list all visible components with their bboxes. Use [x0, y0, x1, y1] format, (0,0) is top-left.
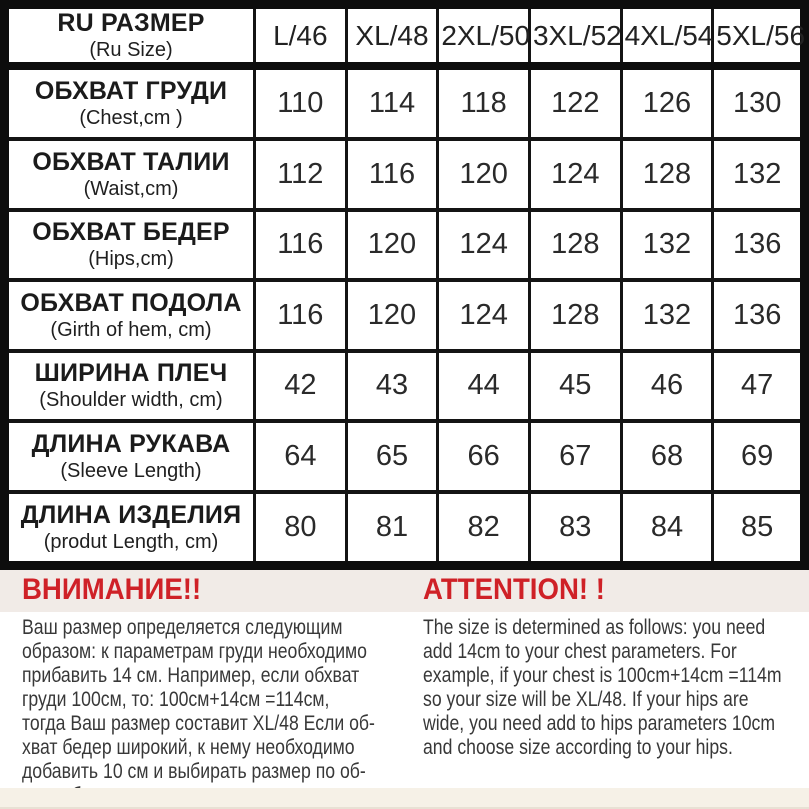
size-column-header: 2XL/50 [438, 5, 530, 67]
size-value: 136 [713, 280, 805, 351]
size-value: 116 [255, 210, 347, 281]
size-value: 46 [621, 351, 713, 422]
size-value: 67 [529, 421, 621, 492]
measure-label-ru: ОБХВАТ БЕДЕР [32, 218, 230, 247]
measure-label-en: (Girth of hem, cm) [50, 318, 212, 341]
table-row-hips [5, 210, 805, 281]
notes-section [0, 570, 809, 809]
size-value: 65 [346, 421, 438, 492]
measure-label-cell [5, 66, 255, 139]
table-row-hem [5, 280, 805, 351]
measure-label-ru: ДЛИНА РУКАВА [31, 429, 231, 458]
header-label-en: (Ru Size) [89, 39, 173, 61]
header-label-cell [5, 5, 255, 67]
note-line: тогда Ваш размер составит XL/48 Если об- [22, 712, 375, 735]
size-value: 112 [255, 139, 347, 210]
size-value: 128 [621, 139, 713, 210]
measure-label-ru: ОБХВАТ ТАЛИИ [32, 147, 230, 176]
size-value: 68 [621, 421, 713, 492]
note-line: wide, you need add to hips parameters 10cm [423, 712, 776, 735]
header-label-ru: RU РАЗМЕР [57, 9, 205, 37]
note-line: прибавить 14 см. Например, если обхват [22, 664, 360, 687]
attention-heading-ru: ВНИМАНИЕ!! [22, 573, 202, 606]
note-line: груди 100см, то: 100см+14см =114см, [22, 688, 330, 711]
measure-label-ru: ОБХВАТ ПОДОЛА [20, 288, 242, 317]
note-line: example, if your chest is 100cm+14cm =114m [423, 664, 782, 687]
measure-label-cell [5, 139, 255, 210]
size-value: 110 [255, 66, 347, 139]
measure-label-en: (produt Length, cm) [43, 530, 219, 553]
size-value: 114 [346, 66, 438, 139]
measure-label-ru: ШИРИНА ПЛЕЧ [34, 359, 228, 388]
size-value: 132 [621, 210, 713, 281]
measure-label-cell [5, 492, 255, 566]
measure-label-ru: ДЛИНА ИЗДЕЛИЯ [20, 500, 242, 529]
size-value: 128 [529, 280, 621, 351]
size-value: 126 [621, 66, 713, 139]
size-value: 44 [438, 351, 530, 422]
measure-label-en: (Shoulder width, cm) [39, 389, 223, 412]
header-row [5, 5, 805, 67]
size-value: 124 [529, 139, 621, 210]
size-column-header: XL/48 [346, 5, 438, 67]
note-paragraph-en [423, 616, 809, 760]
size-value: 128 [529, 210, 621, 281]
measure-label-cell [5, 280, 255, 351]
size-value: 132 [713, 139, 805, 210]
size-column-header: 4XL/54 [621, 5, 713, 67]
size-value: 120 [438, 139, 530, 210]
attention-heading-en: ATTENTION! ! [423, 573, 605, 606]
measure-label-en: (Chest,cm ) [79, 107, 183, 130]
size-value: 130 [713, 66, 805, 139]
note-line: and choose size according to your hips. [423, 736, 733, 759]
size-value: 47 [713, 351, 805, 422]
note-line: образом: к параметрам груди необходимо [22, 640, 367, 663]
size-value: 45 [529, 351, 621, 422]
size-value: 80 [255, 492, 347, 566]
measure-label-en: (Hips,cm) [88, 248, 174, 271]
size-value: 82 [438, 492, 530, 566]
size-value: 85 [713, 492, 805, 566]
size-value: 124 [438, 210, 530, 281]
note-line: хват бедер широкий, к нему необходимо [22, 736, 355, 759]
note-line: so your size will be XL/48. If your hips are [423, 688, 749, 711]
note-paragraph-ru [22, 616, 418, 808]
measure-label-en: (Waist,cm) [83, 177, 179, 200]
table-row-chest [5, 66, 805, 139]
size-value: 84 [621, 492, 713, 566]
size-value: 118 [438, 66, 530, 139]
size-value: 64 [255, 421, 347, 492]
size-value: 66 [438, 421, 530, 492]
size-column-header: 3XL/52 [529, 5, 621, 67]
size-value: 120 [346, 280, 438, 351]
size-value: 116 [346, 139, 438, 210]
size-column-header: 5XL/56 [713, 5, 805, 67]
measure-label-cell [5, 210, 255, 281]
size-value: 120 [346, 210, 438, 281]
measure-label-cell [5, 351, 255, 422]
note-line: Ваш размер определяется следующим [22, 616, 343, 639]
table-row-sleeve [5, 421, 805, 492]
note-line: add 14cm to your chest parameters. For [423, 640, 737, 663]
size-value: 136 [713, 210, 805, 281]
size-value: 116 [255, 280, 347, 351]
size-value: 81 [346, 492, 438, 566]
size-value: 42 [255, 351, 347, 422]
size-value: 132 [621, 280, 713, 351]
measure-label-cell [5, 421, 255, 492]
measure-label-en: (Sleeve Length) [60, 459, 202, 482]
size-value: 124 [438, 280, 530, 351]
bottom-band [0, 788, 809, 809]
table-row-product-length [5, 492, 805, 566]
size-column-header: L/46 [255, 5, 347, 67]
note-line: The size is determined as follows: you need [423, 616, 766, 639]
size-value: 69 [713, 421, 805, 492]
table-row-shoulder [5, 351, 805, 422]
measure-label-ru: ОБХВАТ ГРУДИ [34, 77, 228, 106]
size-value: 83 [529, 492, 621, 566]
size-value: 122 [529, 66, 621, 139]
table-row-waist [5, 139, 805, 210]
size-value: 43 [346, 351, 438, 422]
note-line: добавить 10 см и выбирать размер по об- [22, 760, 366, 783]
